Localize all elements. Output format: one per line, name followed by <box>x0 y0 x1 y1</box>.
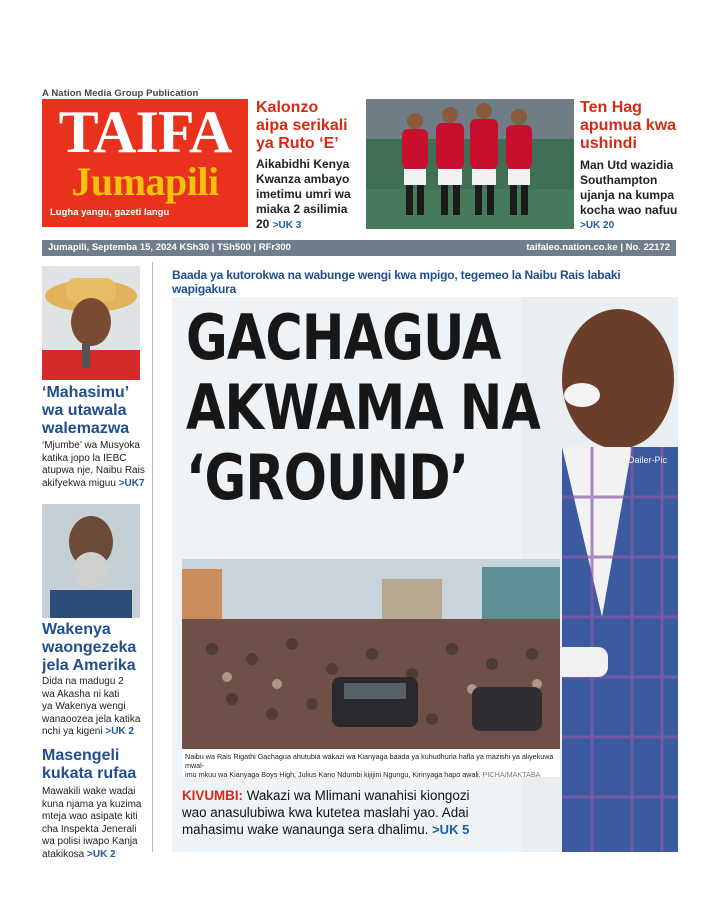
sidebar-title[interactable]: Masengeli kukata rufaa <box>42 747 137 782</box>
sidebar-title[interactable]: ‘Mahasimu’ wa utawala walemazwa <box>42 384 130 437</box>
sidebar-title[interactable]: Wakenya waongezeka jela Amerika <box>42 621 137 674</box>
headline-line-1: GACHAGUA <box>186 301 501 374</box>
teaser-title: Kalonzo aipa serikali ya Ruto ‘E’ <box>256 99 348 152</box>
masthead-subtitle: Jumapili <box>71 159 219 204</box>
dida-portrait-photo <box>42 504 140 618</box>
headline-line-2: AKWAMA NA <box>186 371 541 444</box>
kalonzo-portrait-photo <box>42 266 140 380</box>
page-ref[interactable]: >UK 2 <box>87 848 116 860</box>
page-ref[interactable]: >UK 2 <box>105 726 134 737</box>
masthead-logo[interactable] <box>42 99 248 227</box>
sidebar-body: Dida na madugu 2 wa Akasha ni kati ya Wakenya wengi wanaoozea jela katika nchi ya kigeni >UK 2 <box>42 676 141 737</box>
headline-line-3: ‘GROUND’ <box>186 441 469 514</box>
photo-credit: Dailer-Pic <box>628 455 668 465</box>
story-summary: KIVUMBI: Wakazi wa Mlimani wanahisi kiongozi wao anasulubiwa kwa kutetea maslahi yao. Adai mahasimu wake wanaunga sera dhalimu. >UK 5 <box>182 788 470 837</box>
sidebar-body: ‘Mjumbe’ wa Musyoka katika jopo la IEBC atupwa nje, Naibu Rais akifyekwa miguu >UK7 <box>42 440 145 489</box>
masthead-slogan: Lugha yangu, gazeti langu <box>50 207 170 218</box>
page-ref[interactable]: >UK7 <box>118 477 145 489</box>
page-ref[interactable]: >UK 20 <box>580 220 615 231</box>
headline-kicker: Baada ya kutorokwa na wabunge wengi kwa mpigo, tegemeo la Naibu Rais labaki wapigakura <box>172 268 621 296</box>
column-divider <box>152 262 153 852</box>
page-ref[interactable]: >UK 3 <box>272 220 302 231</box>
teaser-ten-hag[interactable] <box>580 99 680 233</box>
crowd-photo <box>182 559 560 749</box>
dateline-bar <box>42 240 676 256</box>
photo-caption: Naibu wa Rais Rigathi Gachagua ahutubia wakazi wa Kianyaga baada ya kuhudhuria hafla ya mazishi ya aliyekuwa mwal- imu mkuu wa Kianyaga Boys High, Julius Kano Ndumbi kijijini Ngungu, Kirinyaga hapo awali. PICHA/MAKTABA <box>182 749 560 777</box>
teaser-kalonzo[interactable] <box>256 99 362 233</box>
football-celebration-photo <box>366 99 574 229</box>
teaser-body: Aikabidhi Kenya Kwanza ambayo imetimu umri wa miaka 2 asilimia 20 >UK 3 <box>256 157 351 231</box>
page-ref[interactable]: >UK 5 <box>432 822 470 837</box>
masthead-title: TAIFA <box>58 99 232 165</box>
teaser-title: Ten Hag apumua kwa ushindi <box>580 99 677 152</box>
lead-story[interactable] <box>172 297 678 852</box>
website-issue-number[interactable]: taifaleo.nation.co.ke | No. 22172 <box>526 242 670 253</box>
teaser-body: Man Utd wazidia Southampton ujanja na kumpa kocha wao nafuu >UK 20 <box>580 158 680 233</box>
sidebar-body: Mawakili wake wadai kuna njama ya kuzima mteja wao asipate kiti cha Inspekta Jenerali wa polisi iwapo Kanja atakikosa >UK 2 <box>42 786 142 860</box>
issue-date-price: Jumapili, Septemba 15, 2024 KSh30 | TSh500 | RFr300 <box>48 242 291 253</box>
publisher-line: A Nation Media Group Publication <box>42 88 199 99</box>
